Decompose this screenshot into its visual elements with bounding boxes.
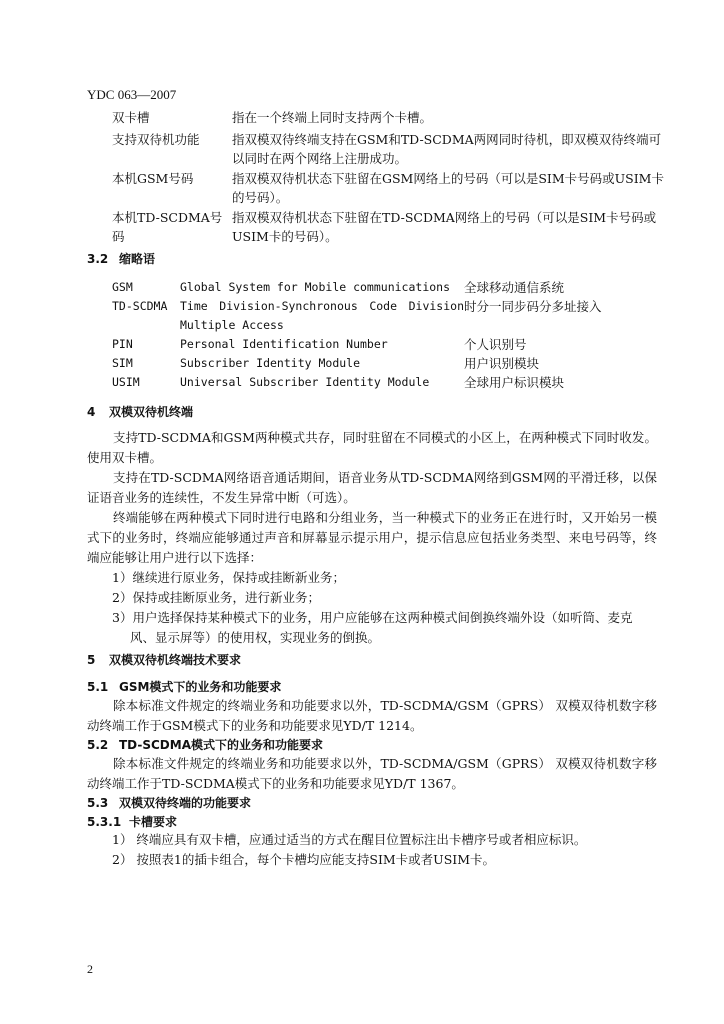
abbreviation-row <box>112 278 672 297</box>
section-5-3-1-heading: 5.3.1 卡槽要求 <box>87 815 178 829</box>
abbreviation-chinese: 全球移动通信系统 <box>464 280 565 295</box>
abbreviation-term: SIM <box>112 356 133 370</box>
definition-term: 支持双待机功能 <box>112 131 200 147</box>
definition-row <box>112 130 672 169</box>
section-5-heading: 5 双模双待机终端技术要求 <box>87 653 242 667</box>
definition-body: 指在一个终端上同时支持两个卡槽。 <box>232 110 433 125</box>
section-5-1-heading: 5.1 GSM模式下的业务和功能要求 <box>87 680 282 694</box>
abbreviation-chinese: 全球用户标识模块 <box>464 375 565 390</box>
definition-term: 双卡槽 <box>112 110 150 125</box>
section-5-2-heading: 5.2 TD-SCDMA模式下的业务和功能要求 <box>87 738 323 752</box>
definition-term: 本机TD-SCDMA号码 <box>112 209 223 244</box>
abbreviation-chinese: 时分一同步码分多址接入 <box>464 299 602 314</box>
abbreviation-row <box>112 354 672 373</box>
section-4-option-list <box>112 568 657 648</box>
definition-row <box>112 208 672 247</box>
document-id-header: YDC 063—2007 <box>87 87 177 102</box>
section-5-1-paragraph: 除本标准文件规定的终端业务和功能要求以外，TD-SCDMA/GSM（GPRS） 双模双待机数字移动终端工作于GSM模式下的业务和功能要求见YD/T 1214。 <box>87 698 657 733</box>
abbreviation-english: Time Division-Synchronous Code Division Multiple Access <box>180 299 464 332</box>
definition-body: 指双模双待机状态下驻留在GSM网络上的号码（可以是SIM卡号码或USIM卡的号码）。 <box>232 170 664 205</box>
page-number: 2 <box>87 962 93 976</box>
abbreviation-row <box>112 297 672 335</box>
section-4-heading: 4 双模双待机终端 <box>87 405 194 419</box>
list-item: 3）用户选择保持某种模式下的业务，用户应能够在这两种模式间倒换终端外设（如听筒、麦克风、显示屏等）的使用权，实现业务的倒换。 <box>112 610 633 645</box>
section-5-3-heading: 5.3 双模双待终端的功能要求 <box>87 796 252 810</box>
abbreviation-term: PIN <box>112 337 133 351</box>
section-4-paragraph: 支持在TD-SCDMA网络语音通话期间，语音业务从TD-SCDMA网络到GSM网的平滑迁移，以保证语音业务的连续性，不发生异常中断（可选）。 <box>87 470 657 505</box>
definition-body: 指双模双待终端支持在GSM和TD-SCDMA两网同时待机，即双模双待终端可以同时在两个网络上注册成功。 <box>232 131 662 166</box>
definition-row <box>112 108 672 128</box>
list-item: 2）保持或挂断原业务，进行新业务； <box>112 590 320 605</box>
definition-body: 指双模双待机状态下驻留在TD-SCDMA网络上的号码（可以是SIM卡号码或USIM卡的号码）。 <box>232 209 657 244</box>
section-4-paragraph: 终端能够在两种模式下同时进行电路和分组业务，当一种模式下的业务正在进行时，又开始另一模式下的业务时，终端应能够通过声音和屏幕显示提示用户，提示信息应包括业务类型、来电号码等，终端应能够让用户进行以下选择： <box>87 510 657 565</box>
list-item: 2） 按照表1的插卡组合，每个卡槽均应能支持SIM卡或者USIM卡。 <box>112 852 496 867</box>
section-3-2-heading: 3.2 缩略语 <box>87 252 156 266</box>
abbreviation-term: TD-SCDMA <box>112 299 168 313</box>
abbreviation-english: Universal Subscriber Identity Module <box>180 375 430 389</box>
abbreviation-english: Global System for Mobile communications <box>180 280 451 294</box>
list-item: 1）继续进行原业务，保持或挂断新业务； <box>112 570 345 585</box>
definitions-list <box>112 108 672 247</box>
abbreviation-row <box>112 335 672 354</box>
abbreviation-chinese: 个人识别号 <box>464 337 527 352</box>
abbreviation-row <box>112 373 672 392</box>
abbreviation-chinese: 用户识别模块 <box>464 356 540 371</box>
list-item: 1） 终端应具有双卡槽，应通过适当的方式在醒目位置标注出卡槽序号或者相应标识。 <box>112 832 587 847</box>
section-5-2-paragraph: 除本标准文件规定的终端业务和功能要求以外，TD-SCDMA/GSM（GPRS） 双模双待机数字移动终端工作于TD-SCDMA模式下的业务和功能要求见YD/T 1367。 <box>87 756 657 791</box>
abbreviation-term: GSM <box>112 280 133 294</box>
abbreviation-term: USIM <box>112 375 140 389</box>
section-4-paragraph: 支持TD-SCDMA和GSM两种模式共存，同时驻留在不同模式的小区上，在两种模式下同时收发。使用双卡槽。 <box>87 430 657 465</box>
abbreviation-english: Subscriber Identity Module <box>180 356 361 370</box>
definition-term: 本机GSM号码 <box>112 170 194 186</box>
abbreviations-table <box>112 278 672 392</box>
definition-row <box>112 169 672 208</box>
section-5-3-1-list <box>112 830 657 870</box>
abbreviation-english: Personal Identification Number <box>180 337 388 351</box>
